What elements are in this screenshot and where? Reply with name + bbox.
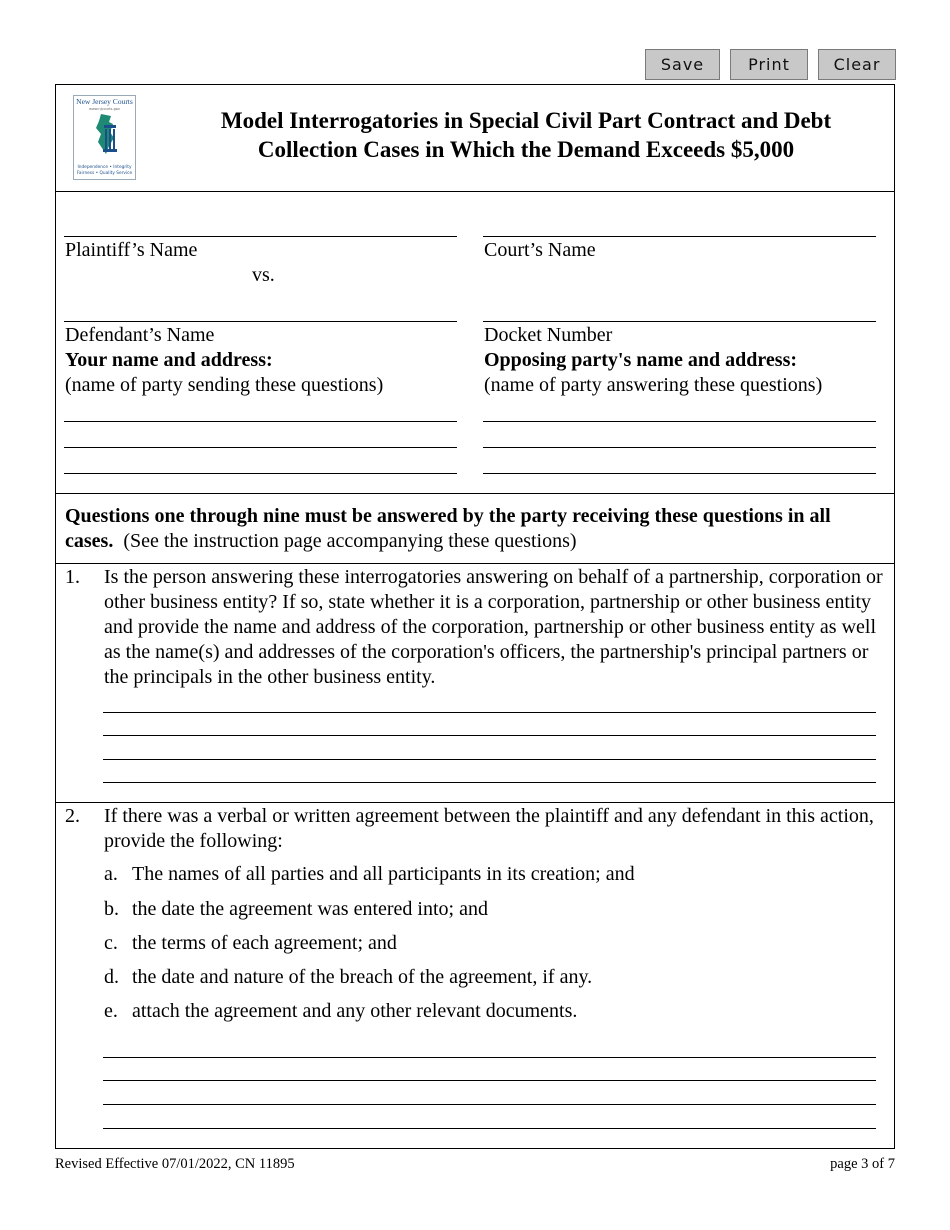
question-2-item-d bbox=[104, 965, 592, 990]
item-d-text: the date and nature of the breach of the agreement, if any. bbox=[132, 966, 593, 988]
opposing-address-line-1[interactable] bbox=[483, 421, 876, 422]
answer-1-line-4[interactable] bbox=[103, 782, 876, 783]
question-2-item-a bbox=[104, 862, 635, 887]
plaintiff-name-label: Plaintiff’s Name bbox=[65, 239, 198, 261]
answer-1-line-1[interactable] bbox=[103, 712, 876, 713]
opposing-address-line-3[interactable] bbox=[483, 473, 876, 474]
instructions-bold: Questions one through nine must be answered by the party receiving these questions in all cases. bbox=[65, 505, 831, 552]
save-button[interactable]: Save bbox=[645, 49, 720, 80]
logo-tagline-1: Independence • Integrity bbox=[77, 165, 132, 171]
your-address-line-1[interactable] bbox=[64, 421, 457, 422]
answer-1-line-3[interactable] bbox=[103, 759, 876, 760]
question-2 bbox=[56, 803, 894, 1148]
instructions-text bbox=[65, 504, 885, 554]
question-2-item-b bbox=[104, 897, 488, 922]
item-a-letter: a. bbox=[104, 863, 118, 885]
item-d-letter: d. bbox=[104, 966, 119, 988]
answer-2-line-3[interactable] bbox=[103, 1104, 876, 1105]
docket-number-field[interactable] bbox=[483, 321, 876, 322]
opposing-address-line-2[interactable] bbox=[483, 447, 876, 448]
court-name-label: Court’s Name bbox=[484, 239, 596, 261]
question-1 bbox=[56, 564, 894, 803]
answer-1-line-2[interactable] bbox=[103, 735, 876, 736]
print-button[interactable]: Print bbox=[730, 49, 808, 80]
item-c-text: the terms of each agreement; and bbox=[132, 932, 397, 954]
item-c-letter: c. bbox=[104, 932, 118, 954]
page-number: page 3 of 7 bbox=[830, 1156, 895, 1172]
logo-tagline-2: Fairness • Quality Service bbox=[76, 170, 133, 176]
nj-state-icon bbox=[89, 112, 123, 156]
form-title bbox=[186, 106, 866, 164]
item-e-text: attach the agreement and any other relevant documents. bbox=[132, 1000, 578, 1022]
question-2-item-e bbox=[104, 999, 577, 1024]
instructions-note: (See the instruction page accompanying these questions) bbox=[123, 530, 577, 552]
your-address-line-2[interactable] bbox=[64, 447, 457, 448]
item-b-text: the date the agreement was entered into; and bbox=[132, 898, 488, 920]
your-address-line-3[interactable] bbox=[64, 473, 457, 474]
opposing-name-heading: Opposing party's name and address: bbox=[484, 349, 798, 371]
logo-title: New Jersey Courts bbox=[76, 97, 133, 106]
vs-label: vs. bbox=[252, 264, 275, 286]
clear-button[interactable]: Clear bbox=[818, 49, 896, 80]
question-1-number: 1. bbox=[65, 566, 80, 588]
answer-2-line-2[interactable] bbox=[103, 1080, 876, 1081]
answer-2-line-4[interactable] bbox=[103, 1128, 876, 1129]
form-toolbar bbox=[645, 49, 897, 81]
revision-footer: Revised Effective 07/01/2022, CN 11895 bbox=[55, 1156, 295, 1172]
form-title-line-2: Collection Cases in Which the Demand Exceeds $5,000 bbox=[257, 137, 795, 162]
docket-number-label: Docket Number bbox=[484, 324, 613, 346]
nj-courts-logo bbox=[73, 95, 136, 180]
your-name-heading: Your name and address: bbox=[65, 349, 273, 371]
item-a-text: The names of all parties and all participants in its creation; and bbox=[132, 863, 635, 885]
form-title-line-1: Model Interrogatories in Special Civil Part Contract and Debt bbox=[220, 108, 832, 133]
question-2-text: If there was a verbal or written agreement between the plaintiff and any defendant in this action, provide the following: bbox=[104, 805, 874, 852]
question-2-item-c bbox=[104, 931, 397, 956]
your-name-note: (name of party sending these questions) bbox=[65, 374, 384, 396]
item-b-letter: b. bbox=[104, 898, 119, 920]
defendant-name-label: Defendant’s Name bbox=[65, 324, 215, 346]
interrogatories-form bbox=[55, 84, 895, 1149]
question-1-text: Is the person answering these interrogatories answering on behalf of a partnership, corporation or other business entity? If so, state whether it is a corporation, partnership or other business entity and provide the name and address of the corporation, partnership or other business entity as well as the name(s) and addresses of the corporation's officers, the partnership's principal partners or the principals in the other business entity. bbox=[104, 566, 883, 688]
case-caption bbox=[56, 192, 894, 494]
question-2-number: 2. bbox=[65, 805, 80, 827]
answer-2-line-1[interactable] bbox=[103, 1057, 876, 1058]
defendant-name-field[interactable] bbox=[64, 321, 457, 322]
opposing-name-note: (name of party answering these questions) bbox=[484, 374, 823, 396]
logo-tagline bbox=[74, 165, 135, 176]
item-e-letter: e. bbox=[104, 1000, 118, 1022]
instructions-box bbox=[56, 494, 894, 564]
court-name-field[interactable] bbox=[483, 236, 876, 237]
logo-url: www.njcourts.gov bbox=[88, 107, 121, 111]
form-header bbox=[56, 85, 894, 192]
plaintiff-name-field[interactable] bbox=[64, 236, 457, 237]
